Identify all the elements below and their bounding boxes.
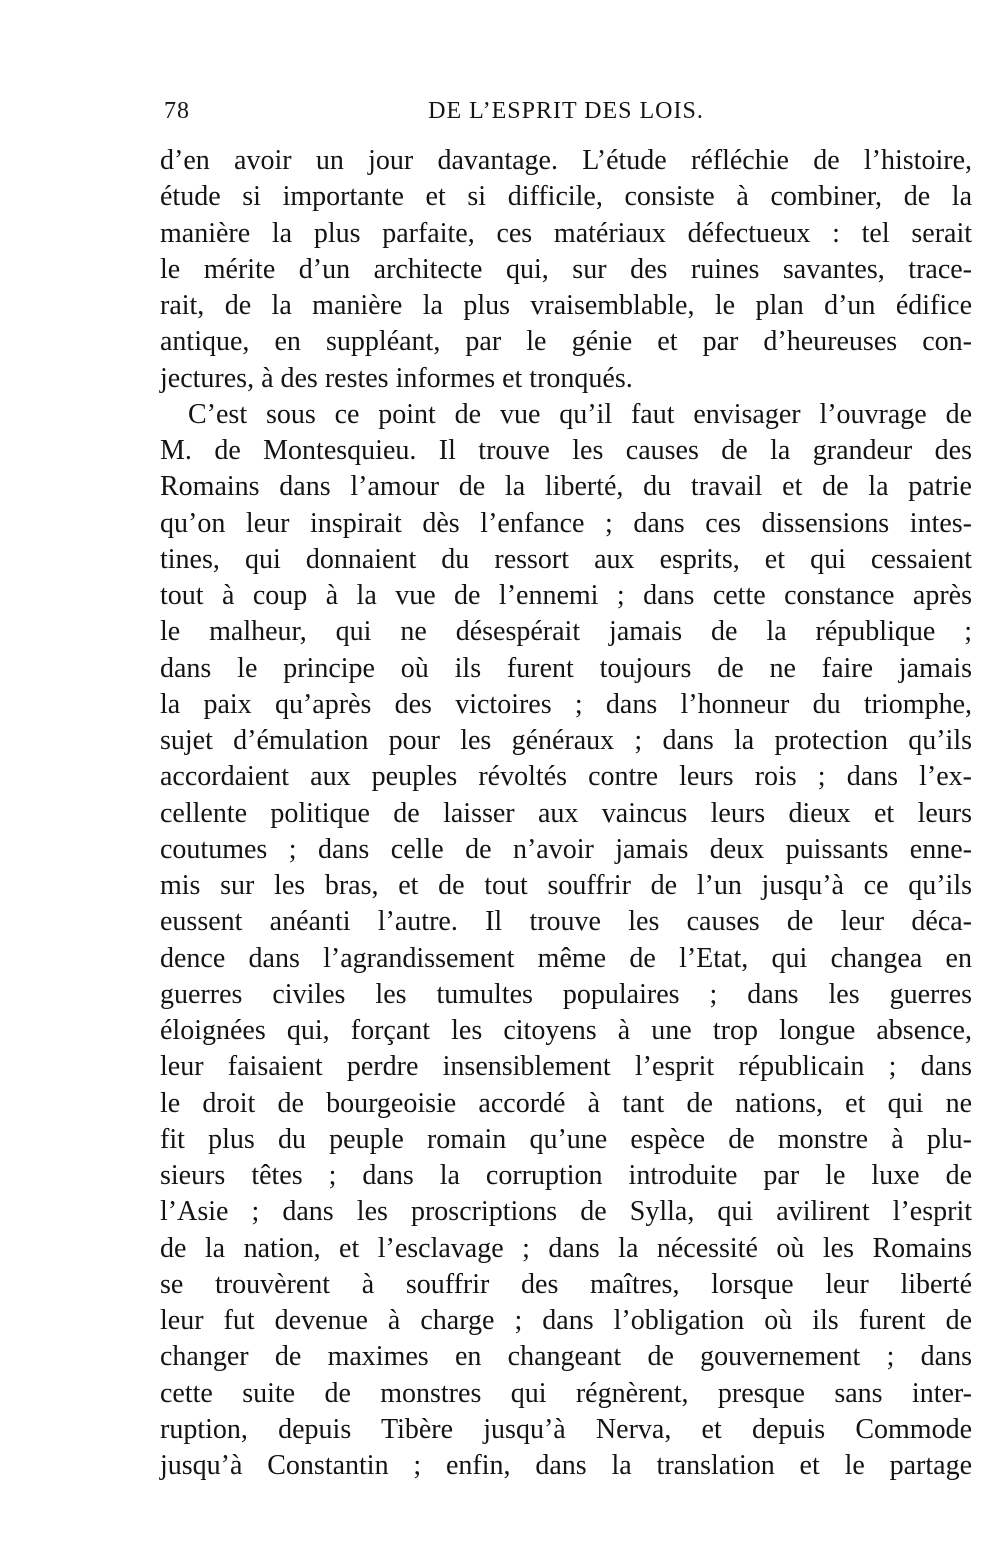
text-line: leur fut devenue à charge ; dans l’obligation où ils furent de — [160, 1305, 972, 1336]
text-line: cette suite de monstres qui régnèrent, presque sans inter- — [160, 1377, 972, 1409]
text-line: le malheur, qui ne désespérait jamais de la république ; — [160, 616, 972, 648]
text-line: changer de maximes en changeant de gouvernement ; dans — [160, 1341, 972, 1373]
paragraph-first-line: C’est sous ce point de vue qu’il faut envisager l’ouvrage de — [188, 398, 972, 430]
text-line: sieurs têtes ; dans la corruption introduite par le luxe de — [160, 1160, 972, 1191]
text-line: Romains dans l’amour de la liberté, du travail et de la patrie — [160, 471, 972, 503]
text-line: fit plus du peuple romain qu’une espèce de monstre à plu- — [160, 1123, 972, 1155]
text-line: l’Asie ; dans les proscriptions de Sylla, qui avilirent l’esprit — [160, 1196, 972, 1228]
text-line: la paix qu’après des victoires ; dans l’honneur du triomphe, — [160, 688, 972, 720]
text-line: coutumes ; dans celle de n’avoir jamais deux puissants enne- — [160, 833, 972, 865]
body-text — [160, 143, 972, 1484]
text-line: qu’on leur inspirait dès l’enfance ; dans ces dissensions intes- — [160, 507, 972, 539]
text-line: eussent anéanti l’autre. Il trouve les causes de leur déca- — [160, 906, 972, 938]
text-line: d’en avoir un jour davantage. L’étude réfléchie de l’histoire, — [160, 145, 972, 176]
text-line: dence dans l’agrandissement même de l’Etat, qui changea en — [160, 942, 972, 974]
text-line: mis sur les bras, et de tout souffrir de l’un jusqu’à ce qu’ils — [160, 870, 972, 901]
text-line: dans le principe où ils furent toujours de ne faire jamais — [160, 652, 972, 684]
text-line: ruption, depuis Tibère jusqu’à Nerva, et depuis Commode — [160, 1413, 972, 1445]
text-line: de la nation, et l’esclavage ; dans la nécessité où les Romains — [160, 1232, 972, 1264]
running-title: DE L’ESPRIT DES LOIS. — [428, 98, 704, 124]
text-line: accordaient aux peuples révoltés contre leurs rois ; dans l’ex- — [160, 761, 972, 793]
text-line: jusqu’à Constantin ; enfin, dans la translation et le partage — [160, 1450, 972, 1481]
text-line: le mérite d’un architecte qui, sur des ruines savantes, trace- — [160, 253, 972, 285]
text-line: antique, en suppléant, par le génie et par d’heureuses con- — [160, 326, 972, 358]
text-line: manière la plus parfaite, ces matériaux défectueux : tel serait — [160, 217, 972, 249]
text-line: cellente politique de laisser aux vaincus leurs dieux et leurs — [160, 797, 972, 829]
text-line: étude si importante et si difficile, consiste à combiner, de la — [160, 181, 972, 213]
paragraph-last-line: jectures, à des restes informes et tronqués. — [160, 362, 633, 394]
text-line: guerres civiles les tumultes populaires ; dans les guerres — [160, 978, 972, 1010]
text-line: éloignées qui, forçant les citoyens à une trop longue absence, — [160, 1015, 972, 1046]
page-number: 78 — [164, 98, 190, 124]
text-line: se trouvèrent à souffrir des maîtres, lorsque leur liberté — [160, 1268, 972, 1300]
text-line: sujet d’émulation pour les généraux ; dans la protection qu’ils — [160, 725, 972, 756]
text-line: leur faisaient perdre insensiblement l’esprit républicain ; dans — [160, 1051, 972, 1083]
text-line: le droit de bourgeoisie accordé à tant de nations, et qui ne — [160, 1087, 972, 1119]
text-line: rait, de la manière la plus vraisemblable, le plan d’un édifice — [160, 290, 972, 321]
text-line: tout à coup à la vue de l’ennemi ; dans cette constance après — [160, 580, 972, 611]
text-line: M. de Montesquieu. Il trouve les causes de la grandeur des — [160, 435, 972, 466]
text-line: tines, qui donnaient du ressort aux esprits, et qui cessaient — [160, 543, 972, 575]
running-head — [160, 98, 972, 134]
